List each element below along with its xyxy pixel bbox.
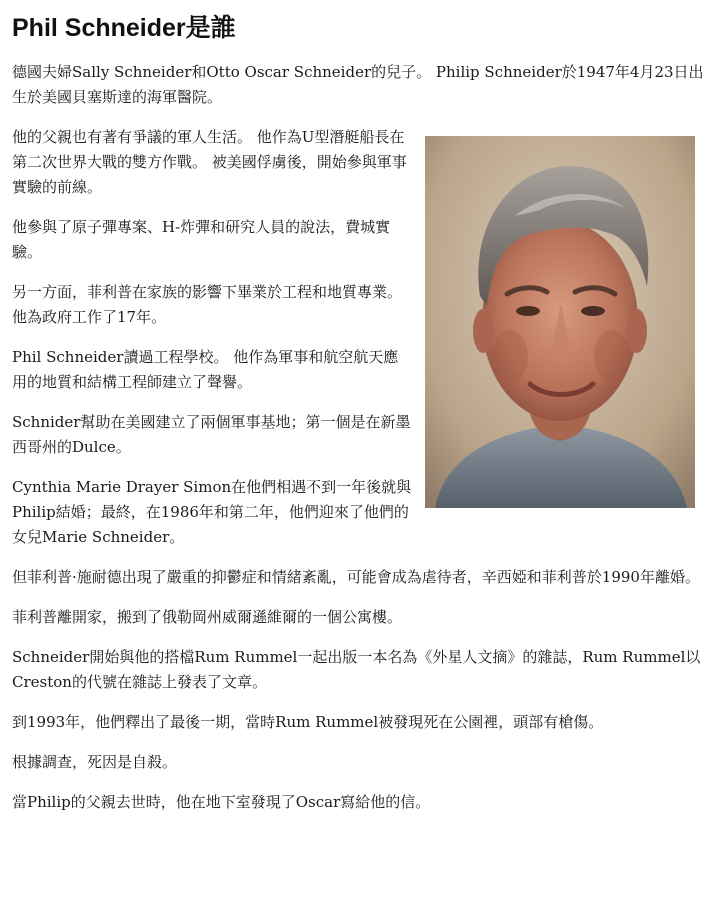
- paragraph: 菲利普離開家，搬到了俄勒岡州威爾遜維爾的一個公寓樓。: [12, 608, 403, 626]
- paragraph: 根據調查，死因是自殺。: [12, 753, 178, 771]
- text-beside-portrait: [12, 60, 704, 550]
- paragraph: 到1993年，他們釋出了最後一期，當時Rum Rummel被發現死在公園裡，頭部有槍傷。: [12, 713, 604, 731]
- paragraph: 當Philip的父親去世時，他在地下室發現了Oscar寫給他的信。: [12, 793, 431, 811]
- paragraph: 德國夫婦Sally Schneider和Otto Oscar Schneider的兒子。 Philip Schneider於1947年4月23日出生於美國貝塞斯達的海軍醫院。: [12, 63, 704, 106]
- portrait-image: [425, 136, 695, 508]
- paragraph: Schnider幫助在美國建立了兩個軍事基地；第一個是在新墨西哥州的Dulce。: [12, 413, 411, 456]
- paragraph: Phil Schneider讀過工程學校。 他作為軍事和航空航天應用的地質和結構工程師建立了聲譽。: [12, 348, 399, 391]
- paragraph: 他參與了原子彈專案、H-炸彈和研究人員的說法，費城實驗。: [12, 218, 391, 261]
- paragraph: Schneider開始與他的搭檔Rum Rummel一起出版一本名為《外星人文摘》的雜誌，Rum Rummel以Creston的代號在雜誌上發表了文章。: [12, 648, 701, 691]
- paragraph: 另一方面，菲利普在家族的影響下畢業於工程和地質專業。 他為政府工作了17年。: [12, 283, 403, 326]
- paragraph: 他的父親也有著有爭議的軍人生活。 他作為U型潛艇船長在第二次世界大戰的雙方作戰。 被美國俘虜後，開始參與軍事實驗的前線。: [12, 128, 407, 196]
- paragraph: 但菲利普·施耐德出現了嚴重的抑鬱症和情緒紊亂，可能會成為虐待者，辛西婭和菲利普於1990年離婚。: [12, 568, 700, 586]
- page-title: Phil Schneider是誰: [12, 14, 236, 42]
- paragraph: Cynthia Marie Drayer Simon在他們相遇不到一年後就與Philip結婚；最終，在1986年和第二年，他們迎來了他們的女兒Marie Schneider。: [12, 478, 412, 546]
